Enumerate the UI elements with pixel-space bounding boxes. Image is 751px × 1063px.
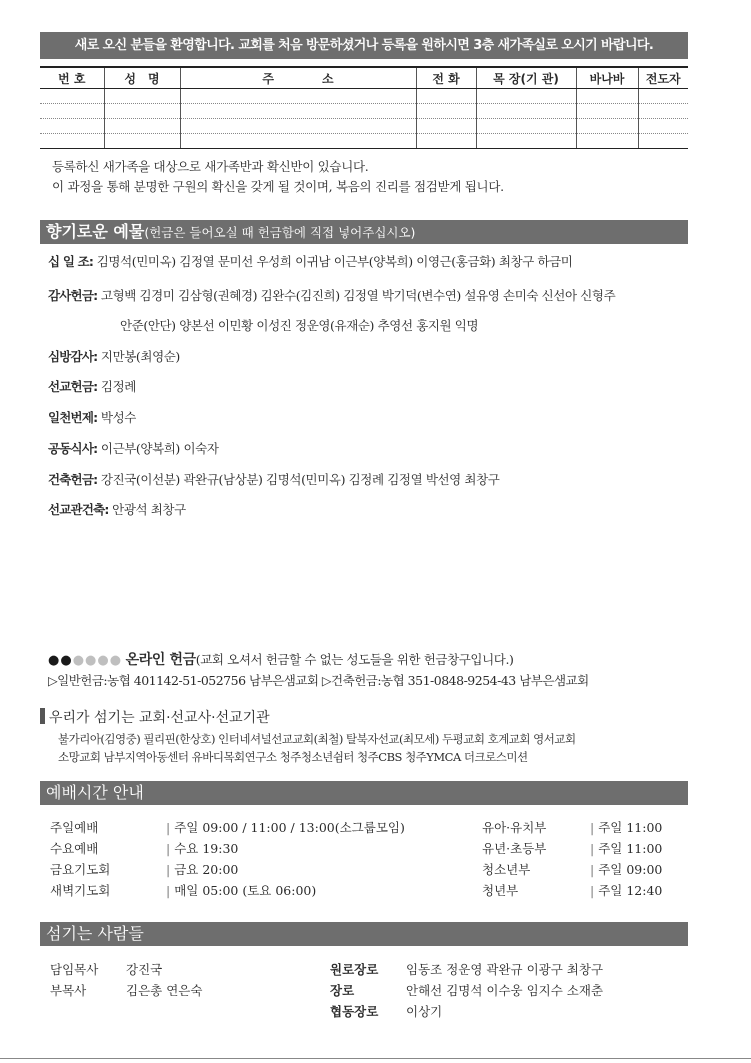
online-desc: (교회 오셔서 헌금할 수 없는 성도들을 위한 헌금창구입니다.) [195, 652, 514, 667]
worship-time: 주일 11:00 [598, 841, 663, 856]
worship-time: 매일 05:00 (토요 06:00) [174, 883, 317, 898]
section-mark [40, 708, 45, 724]
worship-row-youth: 청소년부 | 주일 09:00 [482, 862, 663, 877]
offering-row-thanksgiving [48, 286, 615, 304]
offering-names: 박성수 [100, 410, 136, 425]
table-row [40, 119, 688, 134]
missions-line-2: 소망교회 남부지역아동센터 유바디목회연구소 청주청소년쉼터 청주CBS 청주YMCA 더크로스미션 [58, 750, 528, 764]
staff-names: 강진국 [126, 962, 163, 977]
offering-row-thousand [48, 408, 136, 426]
worship-label: 청소년부 [482, 862, 531, 877]
header-barnabas: 바나바 [576, 67, 638, 89]
offering-row-visitation [48, 347, 180, 365]
missions-title: 우리가 섬기는 교회·선교사·선교기관 [49, 710, 270, 726]
staff-label: 협동장로 [330, 1004, 379, 1019]
staff-row-elder-emeritus [330, 960, 603, 978]
offering-names: 김정례 [100, 379, 136, 394]
online-offering [48, 649, 514, 669]
offering-names: 고형백 김경미 김삼형(권혜경) 김완수(김진희) 김정열 박기덕(변수연) 설유영 손미숙 신선아 신형주 [100, 288, 616, 303]
assurance-note: 이 과정을 통해 분명한 구원의 확신을 갖게 될 것이며, 복음의 진리를 점검받게 됩니다. [52, 179, 504, 194]
offering-label: 선교관건축: [48, 502, 109, 517]
worship-row-young-adult: 청년부 | 주일 12:40 [482, 883, 663, 898]
offering-row-building [48, 470, 499, 488]
bottom-divider [0, 1058, 751, 1059]
worship-header [40, 781, 688, 805]
registration-table [40, 66, 688, 149]
new-family-note: 등록하신 새가족을 대상으로 새가족반과 확신반이 있습니다. [52, 159, 369, 174]
staff-names: 김은총 연은숙 [126, 983, 203, 998]
offering-label: 일천번제: [48, 410, 98, 425]
worship-row-elementary: 유년·초등부 | 주일 11:00 [482, 841, 663, 856]
worship-row-preschool: 유아·유치부 | 주일 11:00 [482, 820, 663, 835]
worship-row-wednesday: 수요예배 | 수요 19:30 [50, 841, 239, 856]
staff-names: 안해선 김명석 이수웅 임지수 소재춘 [406, 983, 604, 998]
offering-names: 이근부(양복희) 이숙자 [100, 441, 219, 456]
registration-header-row [40, 67, 688, 89]
offerings-title: 향기로운 예물 [46, 222, 145, 241]
staff-label: 원로장로 [330, 962, 379, 977]
offering-names: 안광석 최창구 [112, 502, 186, 517]
staff-names: 임동조 정운영 곽완규 이광구 최창구 [406, 962, 604, 977]
missions-line-1: 불가리아(김영중) 필리핀(한상호) 인터네셔널선교교회(최철) 탈북자선교(최모세) 두평교회 호계교회 영서교회 [58, 732, 576, 746]
worship-label: 청년부 [482, 883, 519, 898]
offering-names: 지만봉(최영순) [100, 349, 180, 364]
worship-time: 금요 20:00 [174, 862, 239, 877]
worship-row-sunday: 주일예배 | 주일 09:00 / 11:00 / 13:00(소그룹모임) [50, 820, 405, 835]
bank-accounts: ▷일반헌금:농협 401142-51-052756 남부은샘교회 ▷건축헌금:농협 351-0848-9254-43 남부은샘교회 [48, 673, 589, 688]
worship-label: 새벽기도회 [50, 883, 111, 898]
offering-label: 십 일 조: [48, 254, 94, 269]
offering-row-mission [48, 377, 136, 395]
offerings-subtitle: (헌금은 들어오실 때 헌금함에 직접 넣어주십시오) [144, 225, 416, 240]
header-phone: 전 화 [416, 67, 476, 89]
offering-label: 심방감사: [48, 349, 98, 364]
dots-decoration: ●●●●●● [48, 653, 123, 668]
table-row [40, 104, 688, 119]
offering-label: 공동식사: [48, 441, 98, 456]
offering-names: 김명석(민미옥) 김정열 문미선 우성희 이귀남 이근부(양복희) 이영근(홍금화) 최창구 하금미 [96, 254, 573, 269]
staff-row-cooperating-elder [330, 1002, 442, 1020]
offering-row-meal [48, 439, 219, 457]
staff-row-associate-pastor [50, 981, 202, 999]
staff-label: 부목사 [50, 983, 87, 998]
worship-time: 주일 09:00 [598, 862, 663, 877]
worship-label: 주일예배 [50, 820, 99, 835]
header-evangelist: 전도자 [638, 67, 688, 89]
header-number: 번 호 [40, 67, 104, 89]
offering-label: 감사헌금: [48, 288, 98, 303]
table-row [40, 89, 688, 104]
staff-label: 장로 [330, 983, 355, 998]
offering-row-mission-house [48, 500, 186, 518]
staff-row-senior-pastor [50, 960, 162, 978]
offering-row-tithe [48, 252, 572, 270]
offering-label: 선교헌금: [48, 379, 98, 394]
table-row [40, 134, 688, 149]
worship-time: 수요 19:30 [174, 841, 239, 856]
worship-row-friday: 금요기도회 | 금요 20:00 [50, 862, 239, 877]
worship-label: 유아·유치부 [482, 820, 547, 835]
header-name: 성 명 [104, 67, 180, 89]
worship-label: 수요예배 [50, 841, 99, 856]
offering-label: 건축헌금: [48, 472, 98, 487]
staff-title: 섬기는 사람들 [46, 924, 144, 943]
worship-label: 금요기도회 [50, 862, 111, 877]
worship-time: 주일 11:00 [598, 820, 663, 835]
offering-row-thanksgiving-cont: 안준(안단) 양본선 이민황 이성진 정운영(유재순) 추영선 홍지원 익명 [120, 318, 479, 333]
header-cell-group: 목 장(기 관) [476, 67, 576, 89]
worship-label: 유년·초등부 [482, 841, 547, 856]
offerings-header [40, 220, 688, 244]
header-address: 주 소 [180, 67, 416, 89]
staff-label: 담임목사 [50, 962, 99, 977]
offering-names: 강진국(이선분) 곽완규(남상분) 김명석(민미옥) 김정례 김정열 박선영 최창구 [100, 472, 500, 487]
worship-row-dawn: 새벽기도회 | 매일 05:00 (토요 06:00) [50, 883, 317, 898]
staff-names: 이상기 [406, 1004, 443, 1019]
online-title: 온라인 헌금 [125, 652, 196, 668]
worship-time: 주일 09:00 / 11:00 / 13:00(소그룹모임) [174, 820, 405, 835]
worship-time: 주일 12:40 [598, 883, 663, 898]
staff-row-elder [330, 981, 603, 999]
worship-title: 예배시간 안내 [46, 783, 144, 802]
missions-header [40, 707, 270, 727]
welcome-banner: 새로 오신 분들을 환영합니다. 교회를 처음 방문하셨거나 등록을 원하시면 3층 새가족실로 오시기 바랍니다. [40, 32, 688, 59]
staff-header [40, 922, 688, 946]
